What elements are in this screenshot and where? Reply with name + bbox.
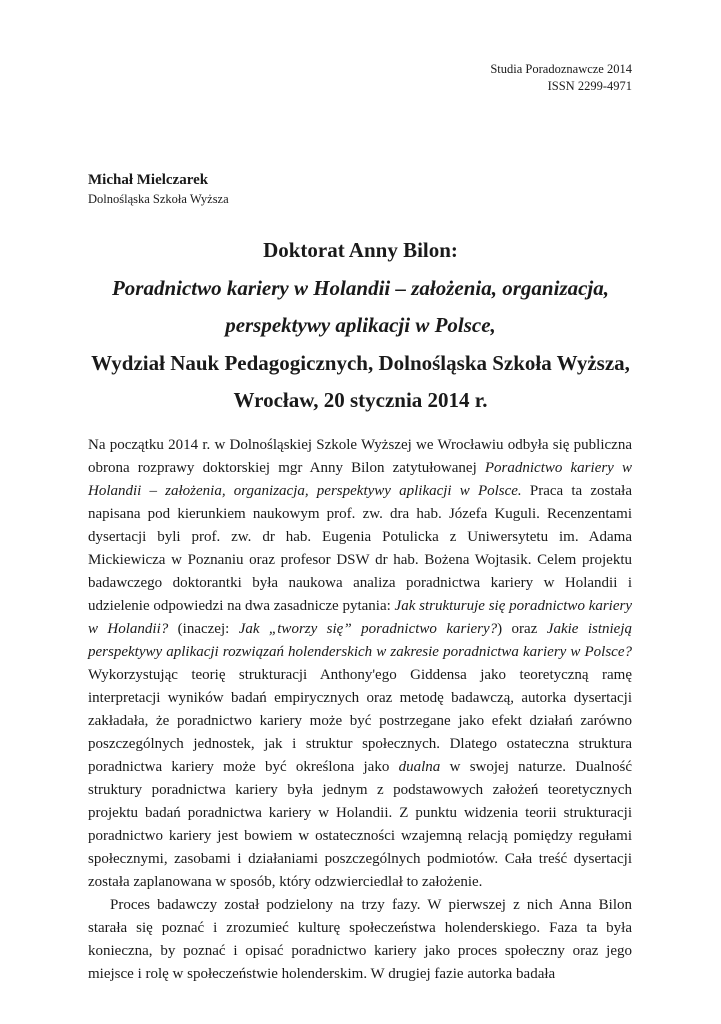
paragraph-2: Proces badawczy został podzielony na trzy fazy. W pierwszej z nich Anna Bilon starała się poznać i zrozumieć kulturę społeczeństwa holenderskiego. Faza ta była konieczna, by poznać i opisać poradnictwo kariery jako proces społeczny oraz jego miejsce i rolę w społeczeństwie holenderskim. W drugiej fazie autorka badała — [88, 897, 632, 982]
p1-question-1: Jak strukturuje się poradnictwo kariery w Holandii? — [88, 598, 633, 637]
p1-question-2: Jakie istnieją perspektywy aplikacji rozwiązań holenderskich w zakresie poradnictwa kariery w Polsce? — [88, 621, 632, 660]
title-dissertation: Poradnictwo kariery w Holandii – założenia, organizacja, perspektywy aplikacji w Polsce, — [111, 275, 610, 337]
p1-text-1: Na początku 2014 r. w Dolnośląskiej Szkole Wyższej we Wrocławiu odbyła się publiczna obrona rozprawy doktorskiej mgr Anny Bilon zatytułowanej — [88, 437, 632, 476]
p1-text-2: Praca ta została napisana pod kierunkiem naukowym prof. zw. dra hab. Józefa Kuguli. Recenzentami dysertacji byli prof. zw. dr hab. Eugenia Potulicka z Uniwersytetu im. Adama Mickiewicza w Poznaniu oraz profesor DSW dr hab. Bożena Wojtasik. Celem projektu badawczego doktorantki była naukowa analiza poradnictwa kariery w Holandii i udzielenie odpowiedzi na dwa zasadnicze pytania: — [88, 483, 632, 614]
author-name: Michał Mielczarek — [88, 172, 209, 188]
journal-header — [490, 61, 632, 95]
p1-text-3: (inaczej: — [168, 621, 239, 637]
p1-text-6: w swojej naturze. Dualność struktury poradnictwa kariery była jednym z podstawowych założeń teoretycznych projektu badań poradnictwa kariery w Holandii. Z punktu widzenia teorii strukturacji poradnictwo kariery jest bowiem w ostateczności wzajemną relacją pomiędzy regułami społecznymi, zasobami i działaniami poszczególnych podmiotów. Cała treść dysertacji została zaplanowana w sposób, który odzwierciedlał to założenie. — [88, 759, 632, 890]
journal-name: Studia Poradoznawcze 2014 — [490, 62, 632, 76]
p1-text-5: Wykorzystując teorię strukturacji Anthony'ego Giddensa jako teoretyczną ramę interpretacji wyników badań empirycznych oraz metodę badawczą, autorka dysertacji zakładała, że poradnictwo kariery może być postrzegane jako efekt działań zarówno poszczególnych jednostek, jak i struktur społecznych. Dlatego ostateczna struktura poradnictwa kariery może być określona jako — [88, 667, 632, 775]
p1-text-4: ) oraz — [497, 621, 547, 637]
article-title — [80, 232, 641, 420]
author-block — [88, 170, 229, 208]
p1-dissertation-title: Poradnictwo kariery w Holandii – założenia, organizacja, perspektywy aplikacji w Polsce. — [88, 460, 632, 499]
title-details: Wydział Nauk Pedagogicznych, Dolnośląska Szkoła Wyższa, Wrocław, 20 stycznia 2014 r. — [91, 350, 630, 412]
p1-term-dualna: dualna — [398, 759, 441, 775]
paragraph-1 — [88, 434, 632, 894]
p1-question-1-alt: Jak „tworzy się” poradnictwo kariery? — [238, 621, 498, 637]
author-affiliation: Dolnośląska Szkoła Wyższa — [88, 192, 229, 206]
title-line-1: Doktorat Anny Bilon: — [263, 238, 458, 262]
article-body — [88, 434, 632, 986]
journal-issn: ISSN 2299-4971 — [547, 79, 632, 93]
